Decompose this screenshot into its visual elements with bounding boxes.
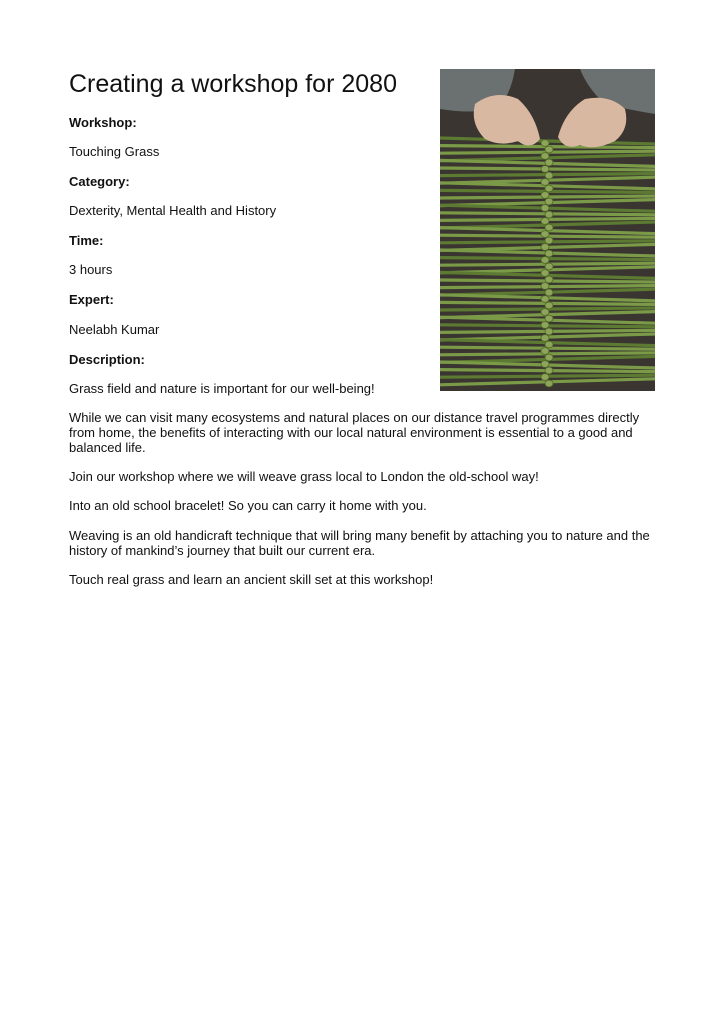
braid-knot — [545, 328, 553, 335]
grass-blade-right — [548, 147, 655, 148]
grass-blade-left — [440, 235, 548, 236]
grass-blade-right — [548, 348, 655, 349]
grass-blade-right — [548, 353, 655, 354]
braid-knot — [545, 341, 553, 348]
braid-knot — [545, 289, 553, 296]
description-paragraph-1: Grass field and nature is important for our well-being! — [69, 381, 375, 396]
braid-knot — [545, 250, 553, 257]
grass-blade-right — [548, 330, 655, 331]
braid-knot — [545, 198, 553, 205]
braid-knot — [545, 172, 553, 179]
workshop-value: Touching Grass — [69, 144, 160, 159]
grass-blade-right — [548, 169, 655, 170]
grass-blade-right — [548, 259, 655, 260]
grass-blade-left — [440, 175, 548, 176]
grass-blade-right — [548, 371, 655, 372]
braid-knot — [545, 211, 553, 218]
grass-blade-left — [440, 219, 548, 220]
grass-blade-left — [440, 331, 548, 332]
braid-knot — [545, 315, 553, 322]
braid-knot — [541, 309, 549, 316]
grass-blade-left — [440, 287, 548, 288]
braid-knot — [545, 380, 553, 387]
grass-blade-right — [548, 241, 655, 242]
grass-blade-right — [548, 286, 655, 287]
description-paragraph-5: Weaving is an old handicraft technique that will bring many benefit by attaching you to nature and the history of mankind’s journey that built our current era. — [69, 528, 650, 558]
braid-knot — [541, 205, 549, 212]
braid-knot — [541, 231, 549, 238]
workshop-label: Workshop: — [69, 115, 137, 130]
braid-knot — [541, 244, 549, 251]
braid-knot — [541, 166, 549, 173]
grass-blade-right — [548, 326, 655, 327]
braid-knot — [541, 179, 549, 186]
grass-blade-right — [548, 196, 655, 197]
braid-knot — [545, 302, 553, 309]
grass-blade-left — [440, 302, 548, 303]
time-label: Time: — [69, 233, 104, 248]
grass-weaving-illustration — [440, 69, 655, 391]
braid-knot — [541, 218, 549, 225]
grass-blade-left — [440, 152, 548, 153]
grass-blade-right — [548, 236, 655, 237]
grass-blade-left — [440, 168, 548, 169]
grass-blade-left — [440, 347, 548, 348]
braid-knot — [541, 192, 549, 199]
braid-knot — [541, 153, 549, 160]
grass-weaving-photo — [440, 69, 655, 391]
braid-knot — [541, 374, 549, 381]
grass-blade-left — [440, 190, 548, 191]
grass-blade-left — [440, 354, 548, 355]
braid-knot — [545, 185, 553, 192]
grass-blade-right — [548, 218, 655, 219]
grass-blade-left — [440, 146, 548, 147]
description-paragraph-3: Join our workshop where we will weave grass local to London the old-school way! — [69, 469, 539, 484]
grass-blade-right — [548, 151, 655, 152]
braid-knot — [541, 322, 549, 329]
grass-blade-left — [440, 242, 548, 243]
grass-blade-right — [548, 174, 655, 175]
braid-knot — [541, 335, 549, 342]
grass-blade-left — [440, 370, 548, 371]
braid-knot — [545, 237, 553, 244]
grass-blade-right — [548, 263, 655, 264]
braid-knot — [545, 367, 553, 374]
grass-blade-right — [548, 375, 655, 376]
braid-knot — [545, 263, 553, 270]
braid-knot — [545, 159, 553, 166]
description-paragraph-4: Into an old school bracelet! So you can carry it home with you. — [69, 498, 427, 513]
braid-knot — [541, 140, 549, 147]
grass-blade-right — [548, 308, 655, 309]
expert-label: Expert: — [69, 292, 114, 307]
grass-blade-left — [440, 197, 548, 198]
grass-blade-left — [440, 280, 548, 281]
category-value: Dexterity, Mental Health and History — [69, 203, 277, 218]
braid-knot — [545, 276, 553, 283]
braid-knot — [541, 296, 549, 303]
grass-blade-right — [548, 281, 655, 282]
grass-blade-right — [548, 214, 655, 215]
time-value: 3 hours — [69, 262, 113, 277]
grass-blade-right — [548, 303, 655, 304]
braid-knot — [545, 354, 553, 361]
braid-knot — [541, 270, 549, 277]
grass-blade-left — [440, 376, 548, 377]
grass-blade-left — [440, 264, 548, 265]
description-paragraph-6: Touch real grass and learn an ancient skill set at this workshop! — [69, 572, 434, 587]
braid-knot — [541, 257, 549, 264]
description-paragraph-2: While we can visit many ecosystems and natural places on our distance travel programmes directly from home, the benefits of interacting with our local natural environment is essential to a good and balanced life. — [69, 410, 640, 455]
grass-blade-left — [440, 309, 548, 310]
grass-blade-right — [548, 191, 655, 192]
expert-value: Neelabh Kumar — [69, 322, 160, 337]
braid-knot — [541, 283, 549, 290]
braid-knot — [545, 224, 553, 231]
braid-knot — [545, 146, 553, 153]
braid-knot — [541, 361, 549, 368]
page-title: Creating a workshop for 2080 — [69, 70, 397, 98]
grass-blade-left — [440, 325, 548, 326]
category-label: Category: — [69, 174, 130, 189]
description-label: Description: — [69, 352, 145, 367]
grass-blade-left — [440, 258, 548, 259]
braid-knot — [541, 348, 549, 355]
grass-blade-left — [440, 213, 548, 214]
